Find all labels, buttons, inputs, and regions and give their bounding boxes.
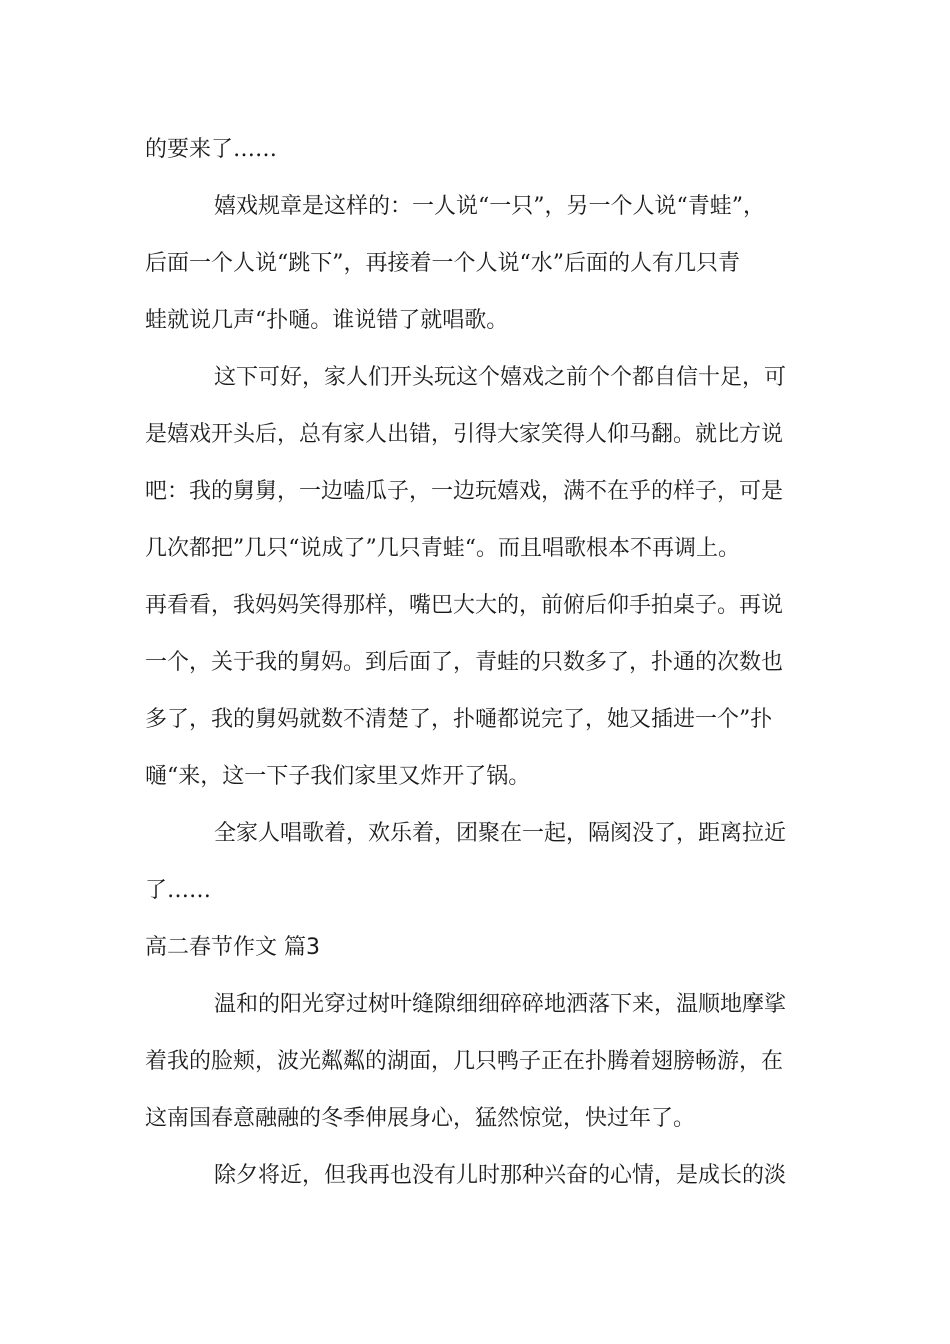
paragraph-start-line: 嬉戏规章是这样的：一人说“一只”，另一个人说“青蛙”， xyxy=(214,194,765,219)
text-line: 几次都把”几只“说成了”几只青蛙“。而且唱歌根本不再调上。 xyxy=(145,536,740,561)
text-line: 嗵“来，这一下子我们家里又炸开了锅。 xyxy=(145,764,531,789)
text-line: 的要来了…… xyxy=(145,137,278,162)
text-line: 一个，关于我的舅妈。到后面了，青蛙的只数多了，扑通的次数也 xyxy=(145,650,784,675)
text-line: 着我的脸颊，波光粼粼的湖面，几只鸭子正在扑腾着翅膀畅游，在 xyxy=(145,1049,784,1074)
section-heading: 高二春节作文 篇3 xyxy=(145,935,320,960)
paragraph-start-line: 温和的阳光穿过树叶缝隙细细碎碎地洒落下来，温顺地摩挲 xyxy=(214,992,787,1017)
text-line: 是嬉戏开头后，总有家人出错，引得大家笑得人仰马翻。就比方说 xyxy=(145,422,784,447)
paragraph-start-line: 全家人唱歌着，欢乐着，团聚在一起，隔阂没了，距离拉近 xyxy=(214,821,787,846)
text-line: 这南国春意融融的冬季伸展身心，猛然惊觉，快过年了。 xyxy=(145,1106,696,1131)
text-line: 吧：我的舅舅，一边嗑瓜子，一边玩嬉戏，满不在乎的样子，可是 xyxy=(145,479,784,504)
text-line: 多了，我的舅妈就数不清楚了，扑嗵都说完了，她又插进一个”扑 xyxy=(145,707,773,732)
text-line: 蛙就说几声“扑嗵。谁说错了就唱歌。 xyxy=(145,308,509,333)
text-line: 后面一个人说“跳下”，再接着一个人说“水”后面的人有几只青 xyxy=(145,251,740,276)
text-line: 了…… xyxy=(145,878,212,903)
paragraph-start-line: 除夕将近，但我再也没有儿时那种兴奋的心情，是成长的淡 xyxy=(214,1163,787,1188)
text-line: 再看看，我妈妈笑得那样，嘴巴大大的，前俯后仰手拍桌子。再说 xyxy=(145,593,784,618)
paragraph-start-line: 这下可好，家人们开头玩这个嬉戏之前个个都自信十足，可 xyxy=(214,365,787,390)
